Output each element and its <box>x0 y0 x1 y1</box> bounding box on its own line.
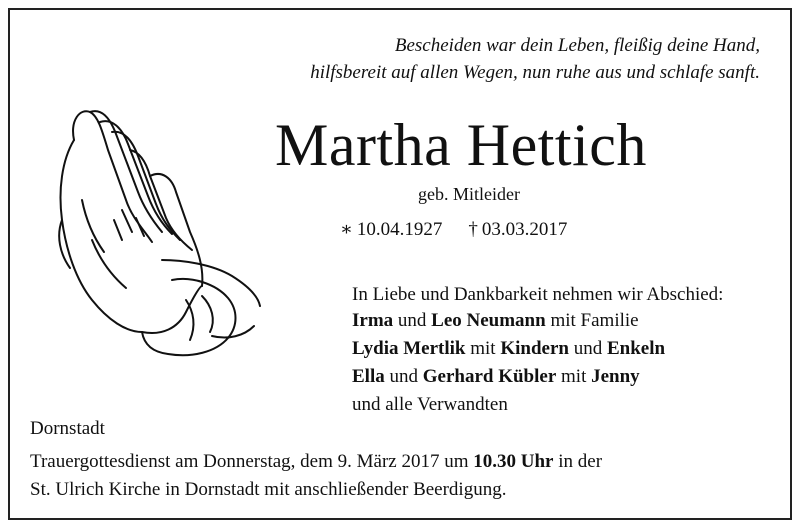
verse-line-1: Bescheiden war dein Leben, fleißig deine Hand, <box>394 35 760 56</box>
praying-hands-icon <box>52 100 262 370</box>
service-line-1: Trauergottesdienst am Donnerstag, dem 9. März 2017 um 10.30 Uhr in der <box>30 451 603 472</box>
mourner-row: Irma und Leo Neumann mit Familie <box>352 310 639 331</box>
service-time: 10.30 Uhr <box>473 451 554 472</box>
mourner-row: und alle Verwandten <box>352 394 508 415</box>
life-dates <box>340 218 567 241</box>
verse-line-2: hilfsbereit auf allen Wegen, nun ruhe aus und schlafe sanft. <box>310 62 760 83</box>
birth-star-icon: ∗ <box>340 219 353 240</box>
service-line-2: St. Ulrich Kirche in Dornstadt mit anschließender Beerdigung. <box>30 479 507 500</box>
maiden-name: geb. Mitleider <box>418 184 520 204</box>
service-info <box>30 448 602 504</box>
death-cross-icon: † <box>468 219 478 240</box>
death-date: 03.03.2017 <box>481 219 568 240</box>
deceased-name: Martha Hettich <box>275 112 647 178</box>
verse <box>310 32 760 86</box>
place-name: Dornstadt <box>30 418 105 439</box>
farewell-line: In Liebe und Dankbarkeit nehmen wir Abschied: <box>352 284 724 305</box>
mourner-row: Ella und Gerhard Kübler mit Jenny <box>352 366 640 387</box>
mourner-row: Lydia Mertlik mit Kindern und Enkeln <box>352 338 666 359</box>
birth-date: 10.04.1927 <box>356 219 443 240</box>
